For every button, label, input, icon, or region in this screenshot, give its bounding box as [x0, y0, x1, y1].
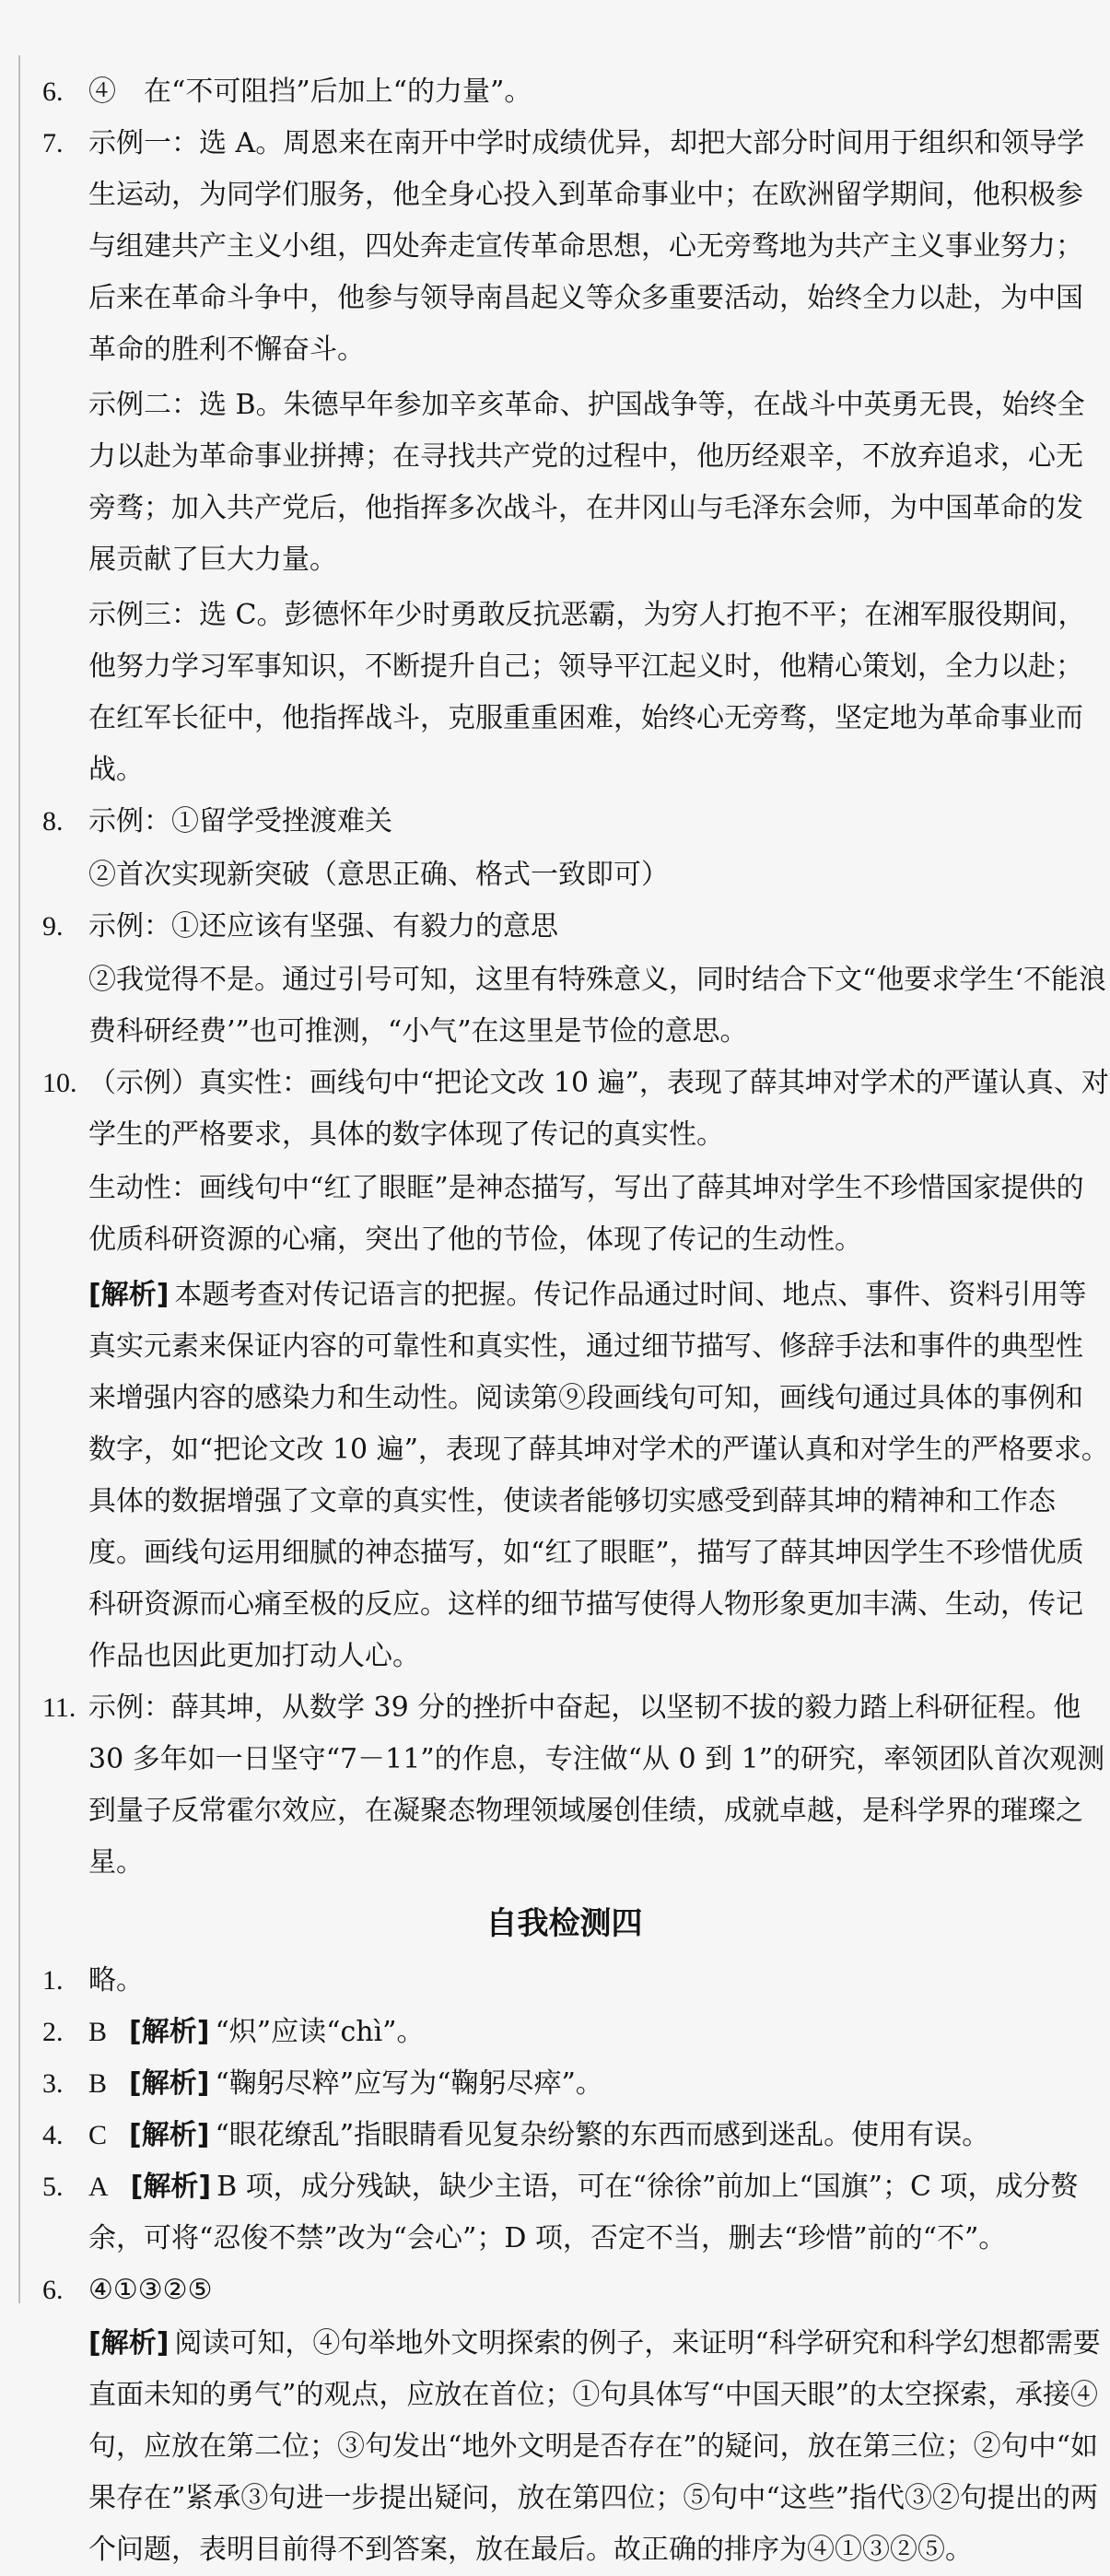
- analysis-tag: [解析]: [88, 2327, 169, 2359]
- section-item-1: [18, 1955, 1110, 2007]
- answer-text: 示例：薛其坤，从数学 39 分的挫折中奋起，以坚韧不拔的毅力踏上科研征程。他 30 多年如一日坚守“7－11”的作息，专注做“从 0 到 1”的研究，率领团队首次观测到量子反常霍尔效应，在凝聚态物理领域屡创佳绩，成就卓越，是科学界的璀璨之星。: [88, 1692, 1105, 1879]
- answer-item-8: [18, 796, 1110, 901]
- analysis-body: “炽”应读“chì”。: [215, 2016, 425, 2048]
- analysis-tag: [解析]: [129, 2067, 210, 2100]
- item-number: 11.: [42, 1692, 76, 1723]
- answer-letter: B: [88, 2068, 108, 2099]
- answer-item-10: [18, 1058, 1110, 1682]
- analysis-body: “眼花缭乱”指眼睛看见复杂纷繁的东西而感到迷乱。使用有误。: [215, 2119, 990, 2151]
- section-item-2: [18, 2007, 1110, 2058]
- item-number: 6.: [42, 76, 64, 107]
- analysis-text: [88, 2318, 1110, 2576]
- answer-letter: A: [88, 2172, 109, 2202]
- analysis-tag: [解析]: [130, 2171, 212, 2203]
- item-number: 8.: [42, 806, 64, 837]
- item-number: 3.: [42, 2068, 64, 2099]
- section-title: 自我检测四: [485, 1905, 643, 1942]
- answer-sequence: ④①③②⑤: [88, 2274, 213, 2306]
- analysis-tag: [解析]: [129, 2016, 210, 2048]
- item-number: 10.: [42, 1068, 77, 1098]
- analysis-body: 本题考查对传记语言的把握。传记作品通过时间、地点、事件、资料引用等真实元素来保证内容的可靠性和真实性，通过细节描写、修辞手法和事件的典型性来增强内容的感染力和生动性。阅读第⑨段画线句可知，画线句通过具体的事例和数字，如“把论文改 10 遍”，表现了薛其坤对学术的严谨认真和对学生的严格要求。具体的数据增强了文章的真实性，使读者能够切实感受到薛其坤的精神和工作态度。画线句运用细腻的神态描写，如“红了眼眶”，描写了薛其坤因学生不珍惜优质科研资源而心痛至极的反应。这样的细节描写使得人物形象更加丰满、生动，传记作品也因此更加打动人心。: [88, 1279, 1109, 1672]
- answer-text: [88, 2007, 1110, 2058]
- answer-text: [88, 2161, 1110, 2265]
- answer-text: 生动性：画线句中“红了眼眶”是神态描写，写出了薛其坤对学生不珍惜国家提供的优质科研资源的心痛，突出了他的节俭，体现了传记的生动性。: [88, 1172, 1084, 1256]
- answer-text: 示例：①留学受挫渡难关: [88, 805, 392, 837]
- item-number: 9.: [42, 911, 64, 942]
- analysis-tag: [解析]: [129, 2119, 210, 2151]
- answer-item-6: [18, 66, 1110, 118]
- section-item-6: [18, 2265, 1110, 2576]
- section-item-4: [18, 2110, 1110, 2161]
- item-number: 4.: [42, 2120, 64, 2150]
- answer-item-11: [18, 1682, 1110, 1889]
- answer-letter: B: [88, 2017, 108, 2047]
- answer-text: 略。: [88, 1964, 144, 1996]
- answer-text: ④ 在“不可阻挡”后加上“的力量”。: [88, 76, 532, 108]
- item-number: 6.: [42, 2275, 64, 2305]
- item-number: 1.: [42, 1965, 64, 1996]
- answer-text: （示例）真实性：画线句中“把论文改 10 遍”，表现了薛其坤对学术的严谨认真、对学生的严格要求，具体的数字体现了传记的真实性。: [88, 1067, 1109, 1151]
- section-item-3: [18, 2058, 1110, 2110]
- answer-text: ②首次实现新突破（意思正确、格式一致即可）: [88, 859, 669, 891]
- answer-text: 示例一：选 A。周恩来在南开中学时成绩优异，却把大部分时间用于组织和领导学生运动，为同学们服务，他全身心投入到革命事业中；在欧洲留学期间，他积极参与组建共产主义小组，四处奔走宣传革命思想，心无旁骛地为共产主义事业努力；后来在革命斗争中，他参与领导南昌起义等众多重要活动，始终全力以赴，为中国革命的胜利不懈奋斗。: [88, 127, 1085, 366]
- answer-page: [18, 66, 1110, 2566]
- answer-text: [88, 2110, 1110, 2161]
- answer-letter: C: [88, 2120, 108, 2150]
- analysis-body: 阅读可知，④句举地外文明探索的例子，来证明“科学研究和科学幻想都需要直面未知的勇气”的观点，应放在首位；①句具体写“中国天眼”的太空探索，承接④句，应放在第二位；③句发出“地外文明是否存在”的疑问，放在第三位；②句中“如果存在”紧承③句进一步提出疑问，放在第四位；⑤句中“这些”指代③②句提出的两个问题，表明目前得不到答案，放在最后。故正确的排序为④①③②⑤。: [88, 2327, 1101, 2566]
- answer-text: 示例三：选 C。彭德怀年少时勇敢反抗恶霸，为穷人打抱不平；在湘军服役期间，他努力学习军事知识，不断提升自己；领导平江起义时，他精心策划，全力以赴；在红军长征中，他指挥战斗，克服重重困难，始终心无旁骛，坚定地为革命事业而战。: [88, 599, 1086, 786]
- item-number: 7.: [42, 128, 64, 158]
- analysis-text: [88, 1270, 1110, 1682]
- answer-item-7: [18, 118, 1110, 796]
- analysis-body: B 项，成分残缺，缺少主语，可在“徐徐”前加上“国旗”；C 项，成分赘余，可将“忍俊不禁”改为“会心”；D 项，否定不当，删去“珍惜”前的“不”。: [88, 2171, 1079, 2254]
- analysis-tag: [解析]: [88, 1279, 169, 1311]
- analysis-body: “鞠躬尽粹”应写为“鞠躬尽瘁”。: [215, 2067, 603, 2100]
- item-number: 5.: [42, 2172, 64, 2202]
- answer-text: ②我觉得不是。通过引号可知，这里有特殊意义，同时结合下文“他要求学生‘不能浪费科研经费’”也可推测，“小气”在这里是节俭的意思。: [88, 964, 1106, 1048]
- answer-text: 示例二：选 B。朱德早年参加辛亥革命、护国战争等，在战斗中英勇无畏，始终全力以赴为革命事业拼搏；在寻找共产党的过程中，他历经艰辛，不放弃追求，心无旁骛；加入共产党后，他指挥多次战斗，在井冈山与毛泽东会师，为中国革命的发展贡献了巨大力量。: [88, 389, 1085, 576]
- answer-text: 示例：①还应该有坚强、有毅力的意思: [88, 910, 558, 943]
- section-item-5: [18, 2161, 1110, 2265]
- item-number: 2.: [42, 2017, 64, 2047]
- answer-item-9: [18, 901, 1110, 1058]
- answer-text: [88, 2058, 1110, 2110]
